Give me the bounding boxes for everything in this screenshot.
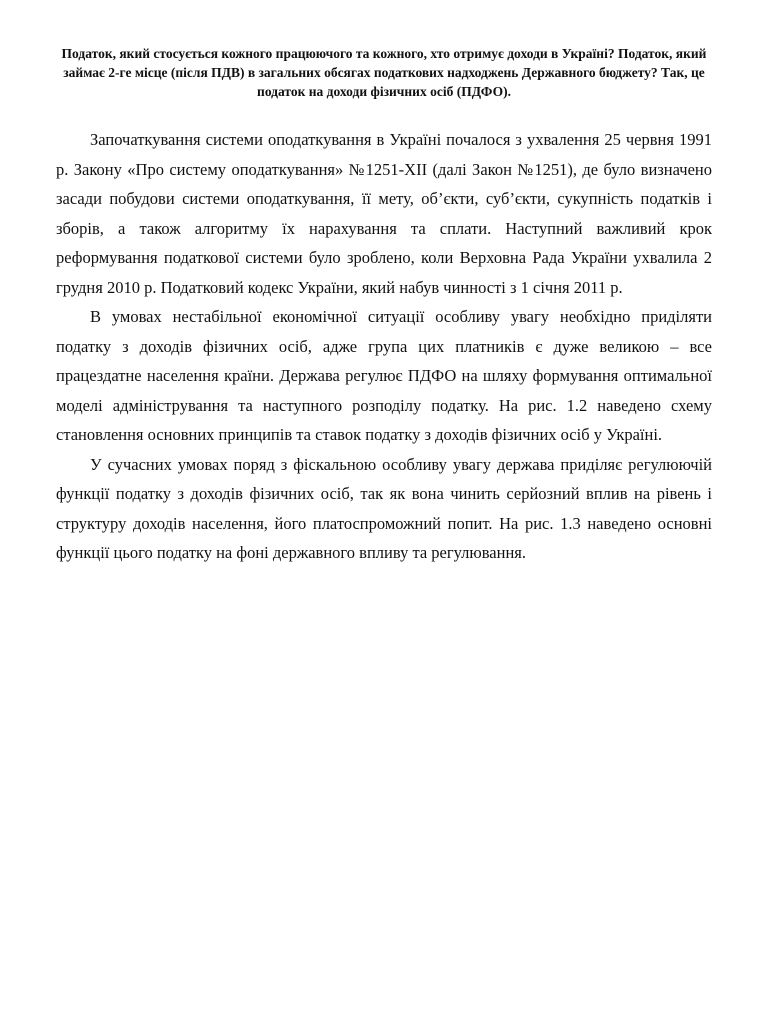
- paragraph: В умовах нестабільної економічної ситуації особливу увагу необхідно приділяти податку з доходів фізичних осіб, адже група цих платників є дуже великою – все працездатне населення країни. Держава регулює ПДФО на шляху формування оптимальної моделі адміністрування та наступного розподілу податку. На рис. 1.2 наведено схему становлення основних принципів та ставок податку з доходів фізичних осіб у Україні.: [56, 307, 712, 444]
- document-body: [56, 125, 712, 568]
- paragraph: У сучасних умовах поряд з фіскальною особливу увагу держава приділяє регулюючій функції податку з доходів фізичних осіб, так як вона чинить серйозний вплив на рівень і структуру доходів населення, його платоспроможний попит. На рис. 1.3 наведено основні функції цього податку на фоні державного впливу та регулювання.: [56, 454, 712, 562]
- document-heading: Податок, який стосується кожного працюючого та кожного, хто отримує доходи в Україні? Податок, який займає 2-ге місце (після ПДВ) в загальних обсягах податкових надходжень Державного бюджету? Так, це податок на доходи фізичних осіб (ПДФО).: [61, 46, 707, 99]
- paragraph: Започаткування системи оподаткування в Україні почалося з ухвалення 25 червня 1991 р. Закону «Про систему оподаткування» №1251-XII (далі Закон №1251), де було визначено засади побудови системи оподаткування, її мету, об’єкти, суб’єкти, сукупність податків і зборів, а також алгоритму їх нарахування та сплати. Наступний важливий крок реформування податкової системи було зроблено, коли Верховна Рада України ухвалила 2 грудня 2010 р. Податковий кодекс України, який набув чинності з 1 січня 2011 р.: [56, 130, 712, 297]
